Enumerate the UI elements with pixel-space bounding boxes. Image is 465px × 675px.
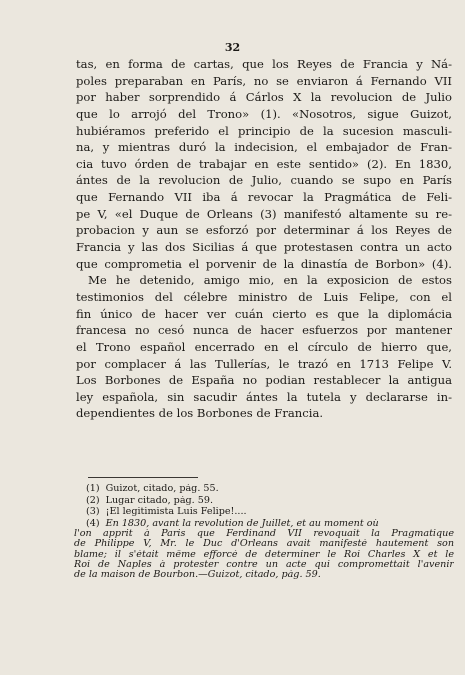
footnote [74, 519, 454, 529]
text-line: Me he detenido, amigo mio, en la exposicion de estos [88, 273, 452, 288]
text-line: el Trono español encerrado en el círculo de hierro que, [76, 339, 452, 354]
footnotes [74, 484, 454, 580]
footnote-text: ¡El legitimista Luis Felipe!.... [105, 507, 247, 518]
footnote-continuation: de la maison de Bourbon.—Guizot, citado, pág. 59. [74, 570, 321, 580]
footnote-mark: (3) [86, 507, 100, 518]
text-line: ántes de la revolucion de Julio, cuando se supo en París [76, 173, 452, 188]
text-line: que comprometia el porvenir de la dinastía de Borbon» (4). [76, 256, 452, 271]
footnote-continuation: l'on apprit à Paris que Ferdinand VII revoquait la Pragmatique [74, 529, 454, 540]
text-line: Francia y las dos Sicilias á que protestasen contra un acto [76, 240, 452, 255]
footnote [74, 496, 454, 506]
text-line: por haber sorprendido á Cárlos X la revolucion de Julio [76, 90, 452, 105]
footnote-mark: (4) [86, 519, 100, 530]
footnote [74, 507, 454, 517]
text-line: que Fernando VII iba á revocar la Pragmática de Feli- [76, 190, 452, 205]
text-line: na, y mientras duró la indecision, el embajador de Fran- [76, 140, 452, 155]
footnote-text: Guizot, citado, pág. 55. [105, 484, 219, 494]
footnote-mark: (2) [86, 495, 100, 506]
text-line: pe V, «el Duque de Orleans (3) manifestó altamente su re- [76, 206, 452, 221]
footnote-text: En 1830, avant la revolution de Juillet, et au moment où [105, 519, 379, 530]
text-line: poles preparaban en París, no se enviaron á Fernando VII [76, 73, 452, 88]
text-line: ley española, sin sacudir ántes la tutela y declararse in- [76, 389, 452, 404]
text-line: probacion y aun se esforzó por determinar á los Reyes de [76, 223, 452, 238]
main-text [76, 56, 452, 422]
text-line: testimonios del célebre ministro de Luis Felipe, con el [76, 289, 452, 304]
footnote-divider [88, 477, 198, 478]
text-line: por complacer á las Tullerías, le trazó en 1713 Felipe V. [76, 356, 452, 371]
text-line: hubiéramos preferido el principio de la sucesion masculi- [76, 123, 452, 138]
text-line: Los Borbones de España no podian restablecer la antigua [76, 373, 452, 388]
text-line: que lo arrojó del Trono» (1). «Nosotros, sigue Guizot, [76, 106, 452, 121]
page-number: 32 [224, 41, 241, 54]
footnote-continuation: de Philippe V, Mr. le Duc d'Orleans avait manifesté hautement son [74, 539, 454, 550]
footnote-mark: (1) [86, 484, 100, 494]
text-line: dependientes de los Borbones de Francia. [76, 406, 324, 421]
text-line: fin único de hacer ver cuán cierto es que la diplomácia [76, 306, 452, 321]
footnote-text: Lugar citado, pág. 59. [105, 495, 214, 506]
footnote-continuation: blame; il s'était même efforcé de determiner le Roi Charles X et le [74, 549, 454, 560]
text-line: cia tuvo órden de trabajar en este sentido» (2). En 1830, [76, 156, 452, 171]
footnote-continuation: Roi de Naples à protester contre un acte qui compromettait l'avenir [74, 559, 454, 570]
text-line: francesa no cesó nunca de hacer esfuerzos por mantener [76, 323, 452, 338]
text-line: tas, en forma de cartas, que los Reyes de Francia y Ná- [76, 57, 452, 71]
footnote [74, 484, 454, 494]
